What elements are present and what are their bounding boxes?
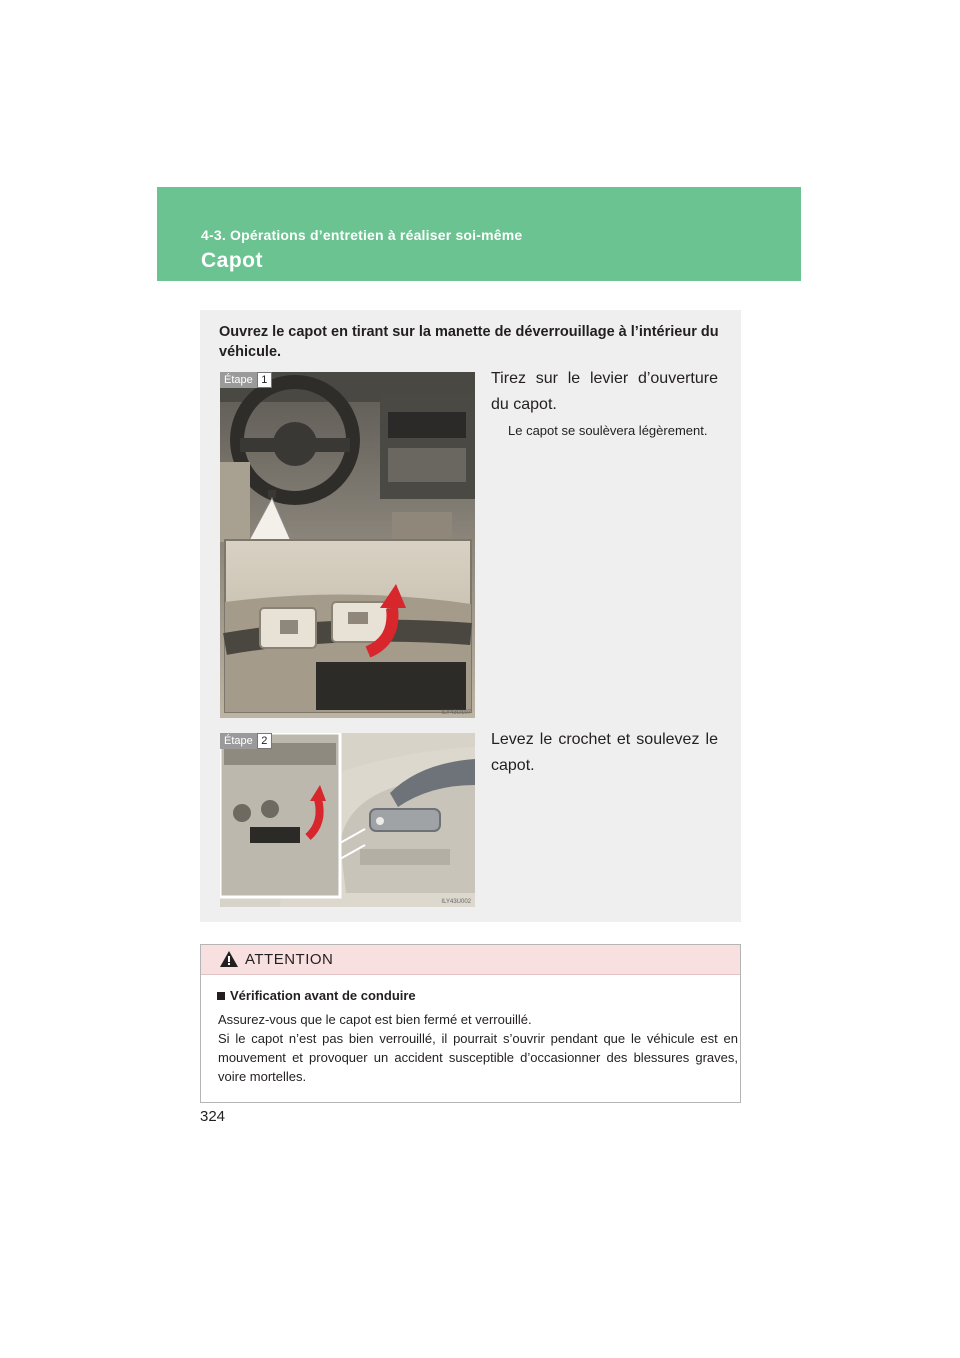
warning-triangle-icon — [220, 951, 238, 967]
page-number: 324 — [200, 1108, 226, 1125]
chapter-header — [157, 187, 801, 281]
warning-heading-text: Vérification avant de conduire — [230, 988, 416, 1003]
procedure-panel — [200, 310, 741, 922]
page-title: Capot — [201, 249, 263, 272]
step2-badge-label: Étape — [220, 733, 257, 749]
procedure-intro: Ouvrez le capot en tirant sur la manette de déverrouillage à l’intérieur du véhicule. — [219, 324, 719, 360]
hood-latch-illustration — [220, 733, 475, 907]
step2-badge-number: 2 — [257, 733, 272, 749]
step2-image-code: ILY43U002 — [441, 899, 471, 905]
warning-line-1: Assurez-vous que le capot est bien fermé et verrouillé. — [218, 1012, 532, 1027]
step1-illustration — [220, 372, 475, 718]
step2-text: Levez le crochet et soulevez le capot. — [491, 731, 718, 774]
section-title: 4-3. Opérations d’entretien à réaliser soi-même — [201, 227, 523, 243]
warning-heading — [217, 988, 416, 1003]
warning-line-2: Si le capot n’est pas bien verrouillé, il pourrait s’ouvrir pendant que le véhicule est en mouvement et provoquer un accident susceptible d’occasionner des blessures graves, voire mortelles. — [218, 1031, 738, 1084]
step1-image-code: ILY43U107 — [441, 710, 471, 716]
warning-box — [200, 944, 741, 1103]
step1-badge-number: 1 — [257, 372, 272, 388]
dashboard-illustration — [220, 372, 475, 718]
warning-header — [201, 945, 740, 975]
step1-badge — [220, 372, 272, 388]
warning-body — [218, 1010, 738, 1086]
step1-note: Le capot se soulèvera légèrement. — [508, 423, 708, 438]
step1-badge-label: Étape — [220, 372, 257, 388]
warning-title: ATTENTION — [245, 951, 334, 968]
step1-text: Tirez sur le levier d’ouverture du capot. — [491, 370, 718, 413]
square-bullet-icon — [217, 992, 225, 1000]
step2-badge — [220, 733, 272, 749]
step2-illustration — [220, 733, 475, 907]
